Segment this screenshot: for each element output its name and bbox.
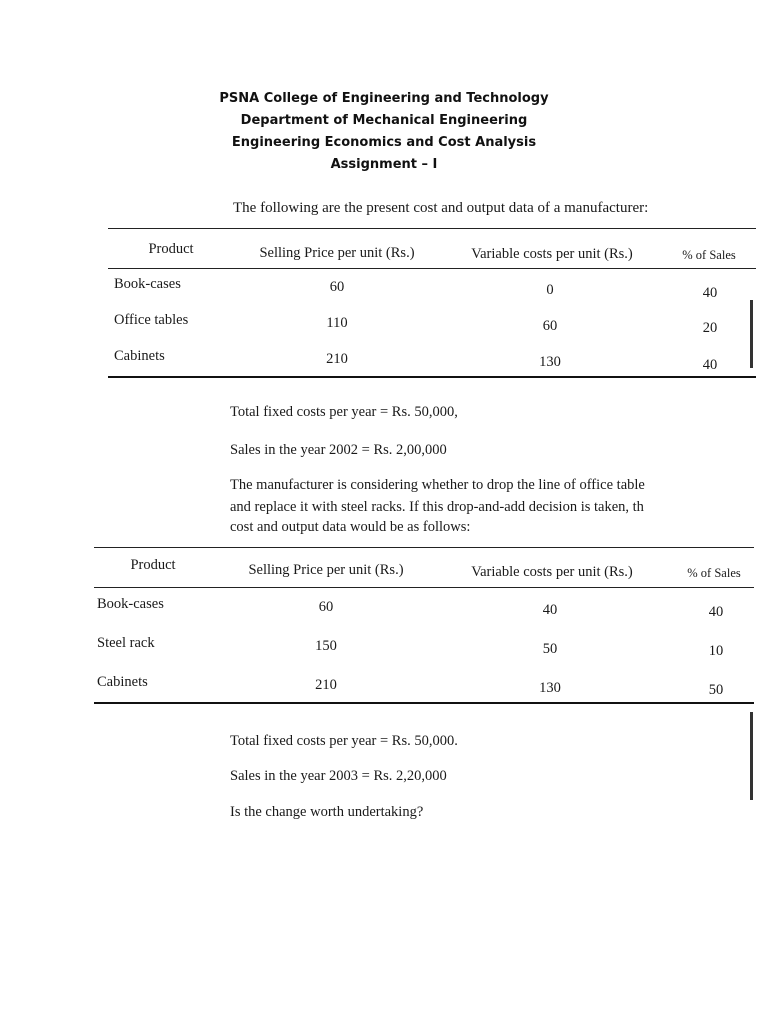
table1-header-rule [108,268,756,269]
table2-bottom-rule [94,702,754,704]
table1-row1-product: Book-cases [114,276,181,292]
table1-row2-variable: 60 [542,318,558,334]
table2-row1-product: Book-cases [97,596,164,612]
paragraph-line-3: cost and output data would be as follows: [230,519,471,535]
scan-edge-mark [750,712,753,800]
paragraph-line-1: The manufacturer is considering whether to drop the line of office table [230,477,645,493]
question-text: Is the change worth undertaking? [230,804,424,820]
table2-row3-product: Cabinets [97,674,148,690]
course-name: Engineering Economics and Cost Analysis [231,135,537,150]
table1-row3-product: Cabinets [114,348,165,364]
table1-row3-price: 210 [326,351,348,367]
table1-row1-variable: 0 [546,282,554,298]
table2-header-sales: % of Sales [687,566,741,580]
table1-sales-2002: Sales in the year 2002 = Rs. 2,00,000 [230,442,447,458]
table1-top-rule [108,228,756,229]
table1-header-variable: Variable costs per unit (Rs.) [471,246,633,262]
table1-bottom-rule [108,376,756,378]
table1-row1-sales: 40 [702,285,718,301]
table2-row3-variable: 130 [539,680,561,696]
table2-row1-sales: 40 [708,604,724,620]
document-header [0,88,768,176]
table2-row3-price: 210 [315,677,337,693]
college-name: PSNA College of Engineering and Technology [219,91,549,106]
table2-top-rule [94,547,754,548]
table1-fixed-costs: Total fixed costs per year = Rs. 50,000, [230,404,458,420]
table2-row2-sales: 10 [708,643,724,659]
assignment-title: Assignment – I [330,157,438,172]
table2-header-price: Selling Price per unit (Rs.) [248,562,404,578]
table2-header-product: Product [130,557,176,573]
table1-header-product: Product [148,241,194,257]
table1-row3-sales: 40 [702,357,718,373]
paragraph-line-2: and replace it with steel racks. If this drop-and-add decision is taken, th [230,499,644,515]
table2-row2-price: 150 [315,638,337,654]
table2-row3-sales: 50 [708,682,724,698]
table2-row2-variable: 50 [542,641,558,657]
table2-header-rule [94,587,754,588]
table1-header-sales: % of Sales [682,248,736,262]
table1-row1-price: 60 [329,279,345,295]
table1-row2-sales: 20 [702,320,718,336]
table2-row1-price: 60 [318,599,334,615]
table2-header-variable: Variable costs per unit (Rs.) [471,564,633,580]
table1-row3-variable: 130 [539,354,561,370]
table1-header-price: Selling Price per unit (Rs.) [259,245,415,261]
scan-edge-mark [750,300,753,368]
department-name: Department of Mechanical Engineering [240,113,528,128]
table2-fixed-costs: Total fixed costs per year = Rs. 50,000. [230,733,458,749]
table2-row2-product: Steel rack [97,635,155,651]
table1-row2-product: Office tables [114,312,189,328]
table1-row2-price: 110 [326,315,348,331]
table2-row1-variable: 40 [542,602,558,618]
table2-sales-2003: Sales in the year 2003 = Rs. 2,20,000 [230,768,447,784]
intro-text: The following are the present cost and output data of a manufacturer: [233,200,649,216]
